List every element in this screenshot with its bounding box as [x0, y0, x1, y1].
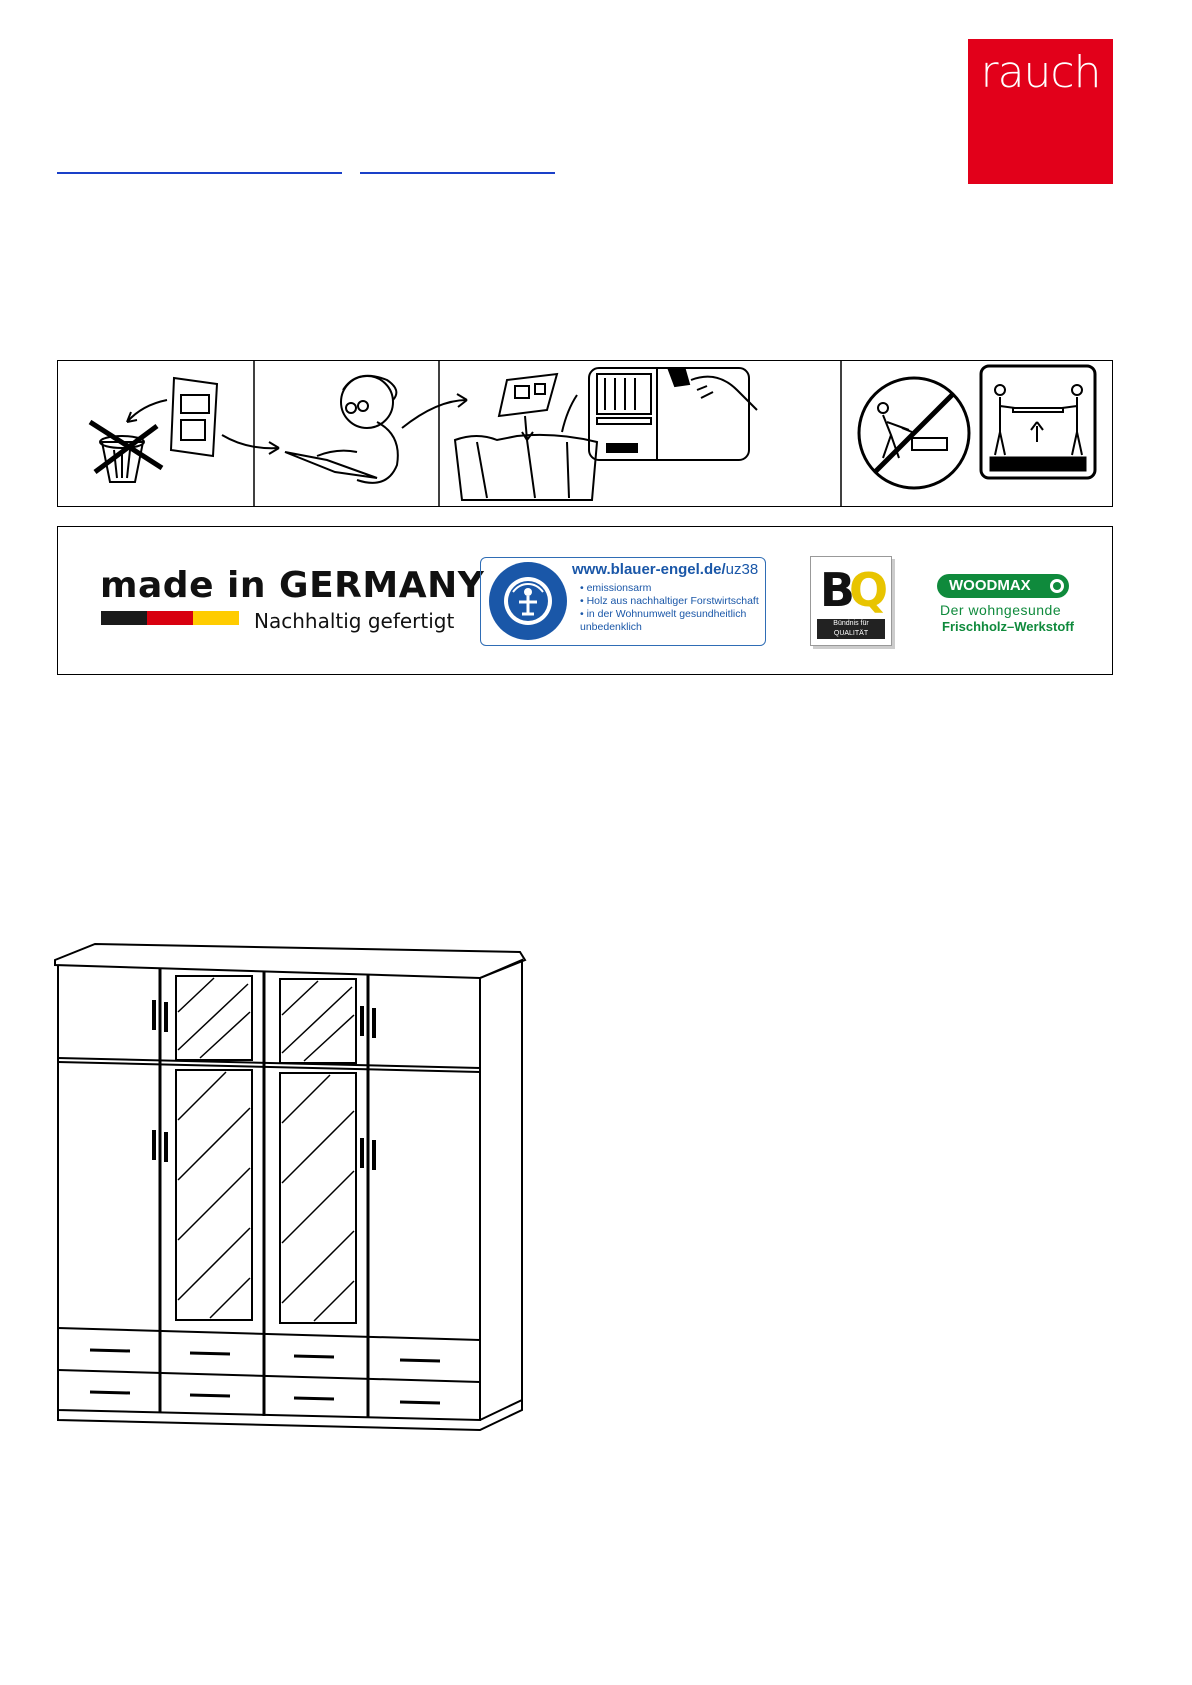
- flag-red: [147, 611, 193, 625]
- logo-text: rauch: [980, 47, 1101, 98]
- german-flag-bar: [101, 611, 239, 625]
- flag-gold: [193, 611, 239, 625]
- recycle-bin-crossed-icon: [90, 378, 217, 482]
- rauch-logo: [968, 39, 1113, 184]
- file-folder-icon: [455, 374, 597, 500]
- pictogram-svg: [57, 360, 1113, 507]
- link-underline-2[interactable]: [360, 172, 555, 174]
- blauer-engel-emblem-icon: [489, 562, 567, 640]
- bq-quality-badge: [810, 556, 892, 646]
- list-item: • in der Wohnumwelt gesundheitlich unbedenklich: [580, 608, 760, 634]
- sticker-label-icon: [589, 368, 757, 460]
- blauer-engel-url[interactable]: www.blauer-engel.de/uz38: [572, 561, 759, 578]
- no-pushing-icon: [859, 378, 969, 488]
- wardrobe-drawing: [50, 930, 530, 1460]
- made-in-germany-subtitle: Nachhaltig gefertigt: [254, 609, 455, 633]
- lift-together-icon: [981, 366, 1095, 478]
- list-item: • Holz aus nachhaltiger Forstwirtschaft: [580, 595, 760, 608]
- bq-letters: BQ: [819, 563, 883, 617]
- woodmax-badge: WOODMAX: [937, 574, 1069, 598]
- flag-black: [101, 611, 147, 625]
- woodmax-line1: Der wohngesunde: [940, 602, 1062, 618]
- woodmax-line2: Frischholz–Werkstoff: [942, 619, 1074, 634]
- made-in-germany-title: made in GERMANY: [100, 565, 485, 606]
- bq-caption: Bündnis für QUALITÄT: [817, 619, 885, 639]
- blauer-engel-list: [580, 582, 760, 634]
- list-item: • emissionsarm: [580, 582, 760, 595]
- link-underline-1[interactable]: [57, 172, 342, 174]
- woodmax-dot-icon: [1050, 579, 1064, 593]
